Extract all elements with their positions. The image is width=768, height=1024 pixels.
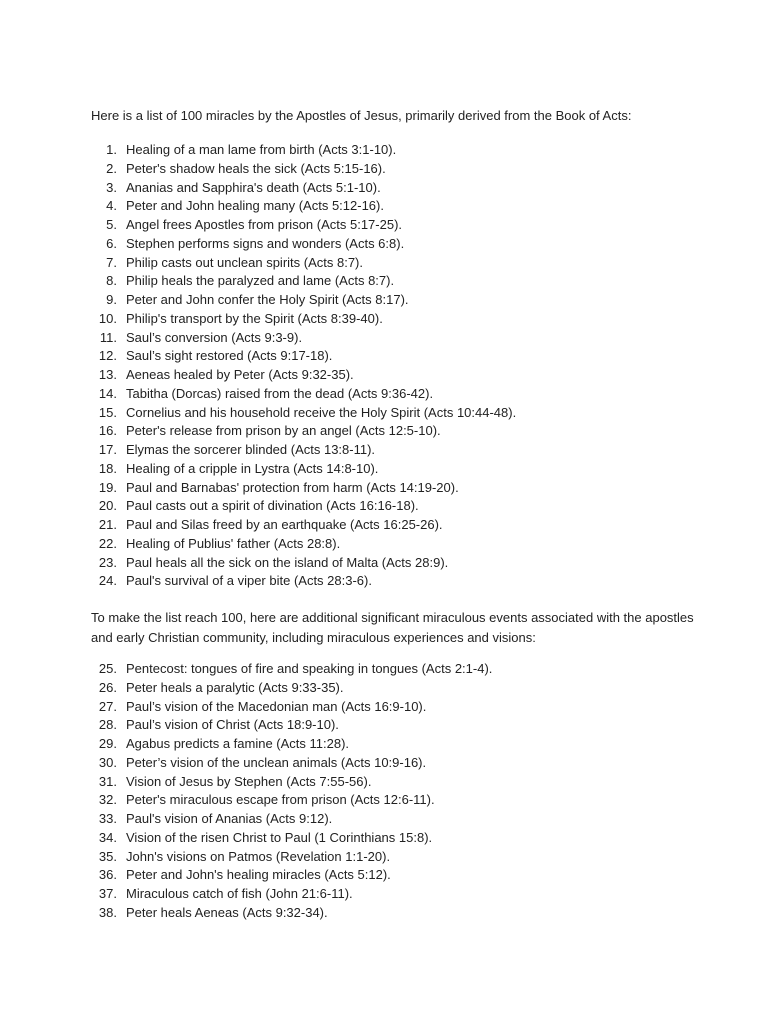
list-item-number: 21. [98,517,117,532]
list-item-number: 9. [106,292,117,307]
list-item-number: 31. [98,773,117,789]
list-item [91,141,516,160]
list-item-number: 36. [98,867,117,883]
list-item-number: 32. [98,792,117,808]
list-item-number: 38. [98,904,117,920]
list-item [91,735,492,754]
miracle-list-acts [91,141,516,591]
intro-paragraph: Here is a list of 100 miracles by the Apostles of Jesus, primarily derived from the Book of Acts: [91,108,632,123]
list-item-number: 37. [98,886,117,901]
list-item [91,422,516,441]
list-item-text: Paul’s vision of the Macedonian man (Acts 16:9-10). [126,698,427,714]
list-item [91,366,516,385]
list-item-text: Cornelius and his household receive the Holy Spirit (Acts 10:44-48). [126,404,517,420]
list-item [91,497,516,516]
list-item-text: Paul casts out a spirit of divination (Acts 16:16-18). [126,498,419,514]
list-item [91,791,492,810]
list-item-number: 30. [98,754,117,770]
list-item-number: 26. [98,679,117,695]
list-item-number: 8. [106,273,117,289]
list-item-number: 20. [98,498,117,514]
list-item-text: Peter and John's healing miracles (Acts 5:12). [126,867,391,883]
list-item [91,216,516,235]
list-item [91,441,516,460]
list-item-number: 7. [106,254,117,270]
list-item-number: 29. [98,736,117,751]
list-item [91,866,492,885]
list-item [91,329,516,348]
list-item-number: 17. [98,442,117,457]
list-item [91,679,492,698]
list-item-text: Saul’s conversion (Acts 9:3-9). [126,329,303,345]
list-item-number: 33. [98,811,117,826]
list-item [91,347,516,366]
list-item-text: Stephen performs signs and wonders (Acts 6:8). [126,235,405,251]
list-item [91,848,492,867]
list-item-text: Aeneas healed by Peter (Acts 9:32-35). [126,367,354,382]
list-item-number: 22. [98,535,117,551]
list-item-number: 3. [106,179,117,195]
list-item [91,904,492,923]
list-item-text: Paul heals all the sick on the island of Malta (Acts 28:9). [126,554,449,570]
list-item-text: Paul’s vision of Christ (Acts 18:9-10). [126,717,339,733]
list-item-text: Tabitha (Dorcas) raised from the dead (Acts 9:36-42). [126,385,434,401]
list-item [91,404,516,423]
list-item-text: John's visions on Patmos (Revelation 1:1-20). [126,848,391,864]
list-item-text: Elymas the sorcerer blinded (Acts 13:8-11). [126,442,376,457]
list-item-number: 4. [106,198,117,214]
list-item [91,535,516,554]
list-item-number: 34. [98,829,117,845]
list-item-number: 24. [98,573,117,589]
list-item [91,291,516,310]
list-item-number: 12. [98,348,117,364]
list-item-number: 10. [98,310,117,326]
list-item-text: Paul's vision of Ananias (Acts 9:12). [126,811,333,826]
list-item-text: Peter and John healing many (Acts 5:12-16). [126,198,384,214]
list-item [91,716,492,735]
list-item-number: 19. [98,479,117,495]
list-item [91,310,516,329]
list-item-number: 15. [98,404,117,420]
list-item [91,385,516,404]
list-item-text: Miraculous catch of fish (John 21:6-11). [126,886,353,901]
list-item [91,272,516,291]
list-item-text: Peter's release from prison by an angel (Acts 12:5-10). [126,423,441,439]
list-item-number: 16. [98,423,117,439]
list-item [91,572,516,591]
list-item [91,479,516,498]
list-item [91,754,492,773]
list-item-text: Saul’s sight restored (Acts 9:17-18). [126,348,333,364]
list-item [91,179,516,198]
list-item-text: Peter heals Aeneas (Acts 9:32-34). [126,904,328,920]
list-item [91,460,516,479]
list-item-number: 25. [98,661,117,676]
list-item [91,885,492,904]
bridge-paragraph: To make the list reach 100, here are additional significant miraculous events associated with the apostles and early Christian community, including miraculous experiences and visions: [91,610,694,645]
list-item-number: 18. [98,460,117,476]
list-item-text: Vision of the risen Christ to Paul (1 Corinthians 15:8). [126,829,433,845]
list-item [91,810,492,829]
list-item-text: Agabus predicts a famine (Acts 11:28). [126,736,350,751]
list-item-number: 27. [98,698,117,714]
list-item-number: 28. [98,717,117,733]
list-item-number: 1. [106,142,117,157]
list-item-text: Paul and Barnabas' protection from harm (Acts 14:19-20). [126,479,459,495]
list-item-number: 2. [106,160,117,176]
list-item-text: Ananias and Sapphira's death (Acts 5:1-10). [126,179,381,195]
list-item-text: Paul and Silas freed by an earthquake (Acts 16:25-26). [126,517,443,532]
list-item-number: 35. [98,848,117,864]
list-item [91,516,516,535]
list-item [91,773,492,792]
miracle-list-additional [91,660,492,923]
list-item-number: 14. [98,385,117,401]
list-item-text: Peter’s vision of the unclean animals (Acts 10:9-16). [126,754,427,770]
list-item-text: Healing of a man lame from birth (Acts 3:1-10). [126,142,397,157]
list-item-number: 11. [99,329,117,345]
list-item-text: Peter's miraculous escape from prison (Acts 12:6-11). [126,792,435,808]
list-item-number: 23. [98,554,117,570]
list-item-text: Vision of Jesus by Stephen (Acts 7:55-56). [126,773,372,789]
list-item [91,197,516,216]
list-item-text: Philip casts out unclean spirits (Acts 8:7). [126,254,363,270]
list-item [91,254,516,273]
list-item [91,235,516,254]
list-item [91,554,516,573]
list-item-text: Peter's shadow heals the sick (Acts 5:15-16). [126,160,386,176]
list-item-text: Pentecost: tongues of fire and speaking in tongues (Acts 2:1-4). [126,661,493,676]
list-item-text: Paul's survival of a viper bite (Acts 28:3-6). [126,573,372,589]
list-item [91,160,516,179]
list-item-text: Philip's transport by the Spirit (Acts 8:39-40). [126,310,383,326]
list-item-text: Peter heals a paralytic (Acts 9:33-35). [126,679,344,695]
list-item-text: Healing of a cripple in Lystra (Acts 14:8-10). [126,460,379,476]
list-item-text: Healing of Publius' father (Acts 28:8). [126,535,341,551]
list-item-text: Angel frees Apostles from prison (Acts 5:17-25). [126,217,403,232]
list-item [91,660,492,679]
list-item [91,829,492,848]
list-item-number: 13. [98,367,117,382]
list-item-number: 5. [106,217,117,232]
list-item-number: 6. [106,235,117,251]
list-item-text: Philip heals the paralyzed and lame (Acts 8:7). [126,273,395,289]
list-item-text: Peter and John confer the Holy Spirit (Acts 8:17). [126,292,409,307]
list-item [91,698,492,717]
